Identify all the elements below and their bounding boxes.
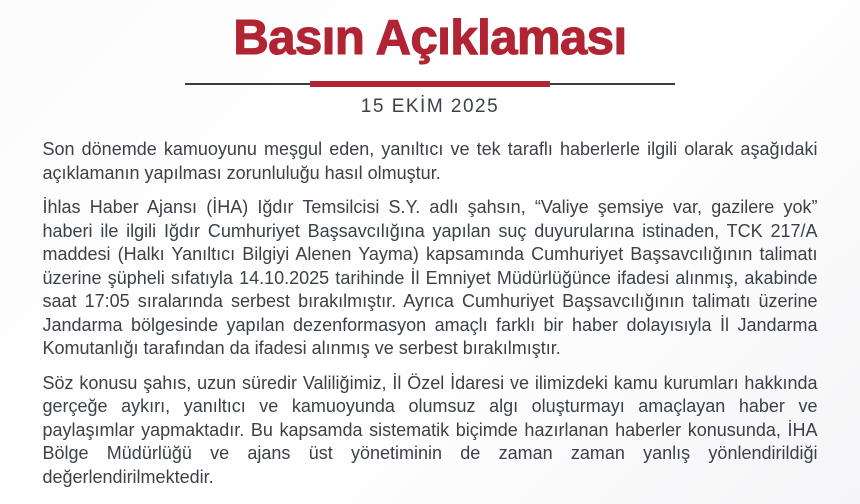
divider-line-left — [185, 83, 310, 85]
body-text — [43, 138, 818, 489]
header — [0, 8, 860, 118]
paragraph-intro: Son dönemde kamuoyunu meşgul eden, yanıltıcı ve tek taraflı haberlerle ilgili olarak aşağıdaki açıklamanın yapılması zorunluluğu hasıl olmuştur. — [42, 139, 818, 183]
release-date: 15 EKİM 2025 — [360, 96, 500, 118]
divider-accent-bar — [310, 81, 550, 87]
page-title: Basın Açıklaması — [233, 11, 627, 65]
divider-line-right — [550, 83, 675, 85]
paragraph-assessment: Söz konusu şahıs, uzun süredir Valiliğimiz, İl Özel İdaresi ve ilimizdeki kamu kurumları hakkında gerçeğe aykırı, yanıltıcı ve kamuoyunda olumsuz algı oluşturmayı amaçlayan haber ve paylaşımlar yapmaktadır. Bu kapsamda sistematik biçimde hazırlanan haberler konusunda, İHA Bölge Müdürlüğü ve ajans üst yönetiminin de zaman zaman yanlış yönlendirildiği değerlendirilmektedir. — [42, 372, 818, 487]
paragraph-incident-details: İhlas Haber Ajansı (İHA) Iğdır Temsilcisi S.Y. adlı şahsın, “Valiye şemsiye var, gazilere yok” haberi ile ilgili Iğdır Cumhuriyet Başsavcılığına yapılan suç duyurularına istinaden, TCK 217/A maddesi (Halkı Yanıltıcı Bilgiyi Alenen Yayma) kapsamında Cumhuriyet Başsavcılığının talimatı üzerine şüpheli sıfatıyla 14.10.2025 tarihinde İl Emniyet Müdürlüğünce ifadesi alınmış, akabinde saat 17:05 sıralarında serbest bırakılmıştır. Ayrıca Cumhuriyet Başsavcılığının talimatı üzerine Jandarma bölgesinde yapılan dezenformasyon amaçlı farklı bir haber dolayısıyla İl Jandarma Komutanlığı tarafından da ifadesi alınmış ve serbest bırakılmıştır. — [42, 197, 818, 359]
title-divider — [185, 81, 675, 87]
